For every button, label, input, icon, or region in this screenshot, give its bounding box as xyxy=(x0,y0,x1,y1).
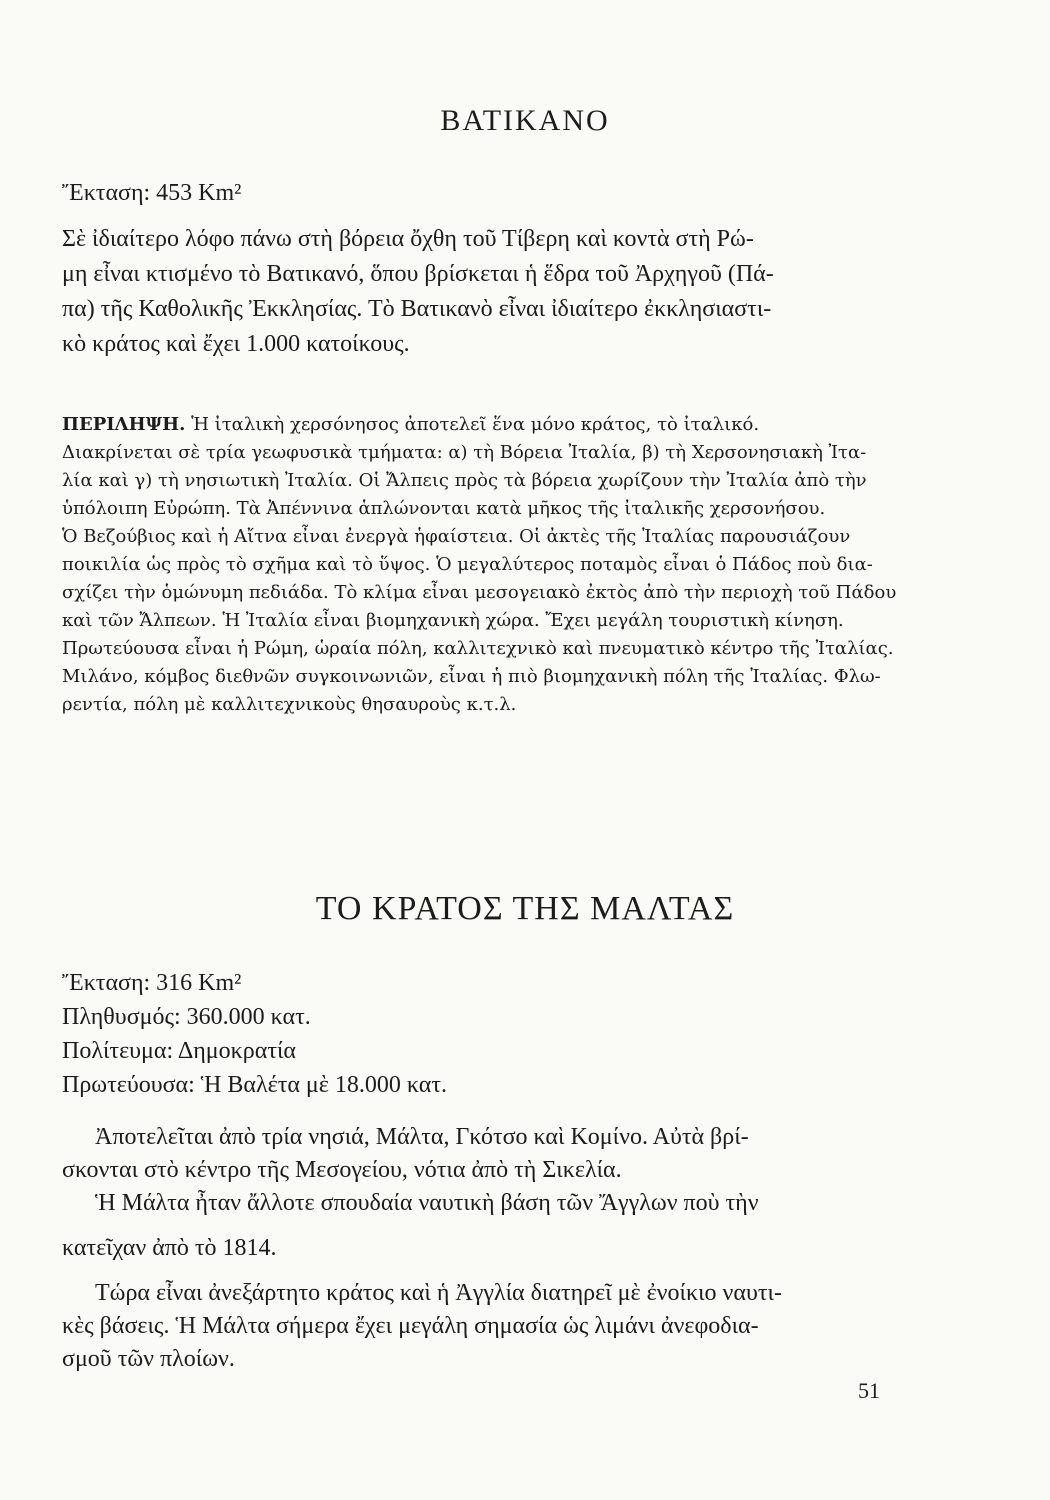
malta-line: Τώρα εἶναι ἀνεξάρτητο κράτος καὶ ἡ Ἀγγλία διατηρεῖ μὲ ἐνοίκιο ναυτι- xyxy=(95,1280,782,1306)
summary-line: καὶ τῶν Ἄλπεων. Ἡ Ἰταλία εἶναι βιομηχανικὴ χώρα. Ἔχει μεγάλη τουριστικὴ κίνηση. xyxy=(62,610,844,631)
vatican-line: κὸ κράτος καὶ ἔχει 1.000 κατοίκους. xyxy=(62,331,410,357)
summary-heading: ΠΕΡΙΛΗΨΗ. xyxy=(62,414,186,435)
summary-line: ποικιλία ὡς πρὸς τὸ σχῆμα καὶ τὸ ὕψος. Ὁ μεγαλύτερος ποταμὸς εἶναι ὁ Πάδος ποὺ δια- xyxy=(62,554,873,575)
summary-line: Μιλάνο, κόμβος διεθνῶν συγκοινωνιῶν, εἶναι ἡ πιὸ βιομηχανικὴ πόλη τῆς Ἰταλίας. Φλω- xyxy=(62,666,881,687)
malta-line: κὲς βάσεις. Ἡ Μάλτα σήμερα ἔχει μεγάλη σημασία ὡς λιμάνι ἀνεφοδια- xyxy=(62,1313,759,1339)
summary-line: ρεντία, πόλη μὲ καλλιτεχνικοὺς θησαυροὺς κ.τ.λ. xyxy=(62,694,517,715)
summary-first-line-text: Ἡ ἰταλικὴ χερσόνησος ἀποτελεῖ ἕνα μόνο κράτος, τὸ ἰταλικό. xyxy=(185,414,760,435)
summary-line: Διακρίνεται σὲ τρία γεωφυσικὰ τμήματα: α) τὴ Βόρεια Ἰταλία, β) τὴ Χερσονησιακὴ Ἰτα- xyxy=(62,442,867,463)
summary-line: Ὁ Βεζούβιος καὶ ἡ Αἴτνα εἶναι ἐνεργὰ ἡφαίστεια. Οἱ ἀκτὲς τῆς Ἰταλίας παρουσιάζουν xyxy=(62,526,851,547)
malta-line: Ἡ Μάλτα ἦταν ἄλλοτε σπουδαία ναυτικὴ βάση τῶν Ἄγγλων ποὺ τὴν xyxy=(95,1190,759,1216)
malta-fact: Πληθυσμός: 360.000 κατ. xyxy=(62,1004,311,1030)
malta-line: κατεῖχαν ἀπὸ τὸ 1814. xyxy=(62,1235,277,1261)
malta-line: σμοῦ τῶν πλοίων. xyxy=(62,1346,235,1372)
malta-fact: Πρωτεύουσα: Ἡ Βαλέτα μὲ 18.000 κατ. xyxy=(62,1072,447,1098)
malta-line: Ἀποτελεῖται ἀπὸ τρία νησιά, Μάλτα, Γκότσο καὶ Κομίνο. Αὐτὰ βρί- xyxy=(95,1124,749,1150)
vatican-line: πα) τῆς Καθολικῆς Ἐκκλησίας. Τὸ Βατικανὸ εἶναι ἰδιαίτερο ἐκκλησιαστι- xyxy=(62,296,772,322)
vatican-line: μη εἶναι κτισμένο τὸ Βατικανό, ὅπου βρίσκεται ἡ ἕδρα τοῦ Ἀρχηγοῦ (Πά- xyxy=(62,261,774,287)
malta-fact: Πολίτευμα: Δημοκρατία xyxy=(62,1038,296,1064)
summary-line: Πρωτεύουσα εἶναι ἡ Ρώμη, ὡραία πόλη, καλλιτεχνικὸ καὶ πνευματικὸ κέντρο τῆς Ἰταλίας. xyxy=(62,638,894,659)
summary-first-line xyxy=(62,412,759,438)
summary-line: λία καὶ γ) τὴ νησιωτικὴ Ἰταλία. Οἱ Ἄλπεις πρὸς τὰ βόρεια χωρίζουν τὴν Ἰταλία ἀπὸ τὴν xyxy=(62,470,867,491)
vatican-line: Σὲ ἰδιαίτερο λόφο πάνω στὴ βόρεια ὄχθη τοῦ Τίβερη καὶ κοντὰ στὴ Ρώ- xyxy=(62,226,754,252)
summary-line: σχίζει τὴν ὁμώνυμη πεδιάδα. Τὸ κλίμα εἶναι μεσογειακὸ ἐκτὸς ἀπὸ τὴν περιοχὴ τοῦ Πάδου xyxy=(62,582,897,603)
malta-line: σκονται στὸ κέντρο τῆς Μεσογείου, νότια ἀπὸ τὴ Σικελία. xyxy=(62,1157,622,1183)
malta-fact: Ἔκταση: 316 Km² xyxy=(62,970,242,996)
summary-line: ὑπόλοιπη Εὐρώπη. Τὰ Ἀπέννινα ἁπλώνονται κατὰ μῆκος τῆς ἰταλικῆς χερσονήσου. xyxy=(62,498,826,519)
page-number: 51 xyxy=(858,1378,880,1403)
vatican-area: Ἔκταση: 453 Km² xyxy=(62,180,242,206)
vatican-title: ΒΑΤΙΚΑΝΟ xyxy=(440,104,610,137)
malta-title: ΤΟ ΚΡΑΤΟΣ ΤΗΣ ΜΑΛΤΑΣ xyxy=(315,890,735,927)
